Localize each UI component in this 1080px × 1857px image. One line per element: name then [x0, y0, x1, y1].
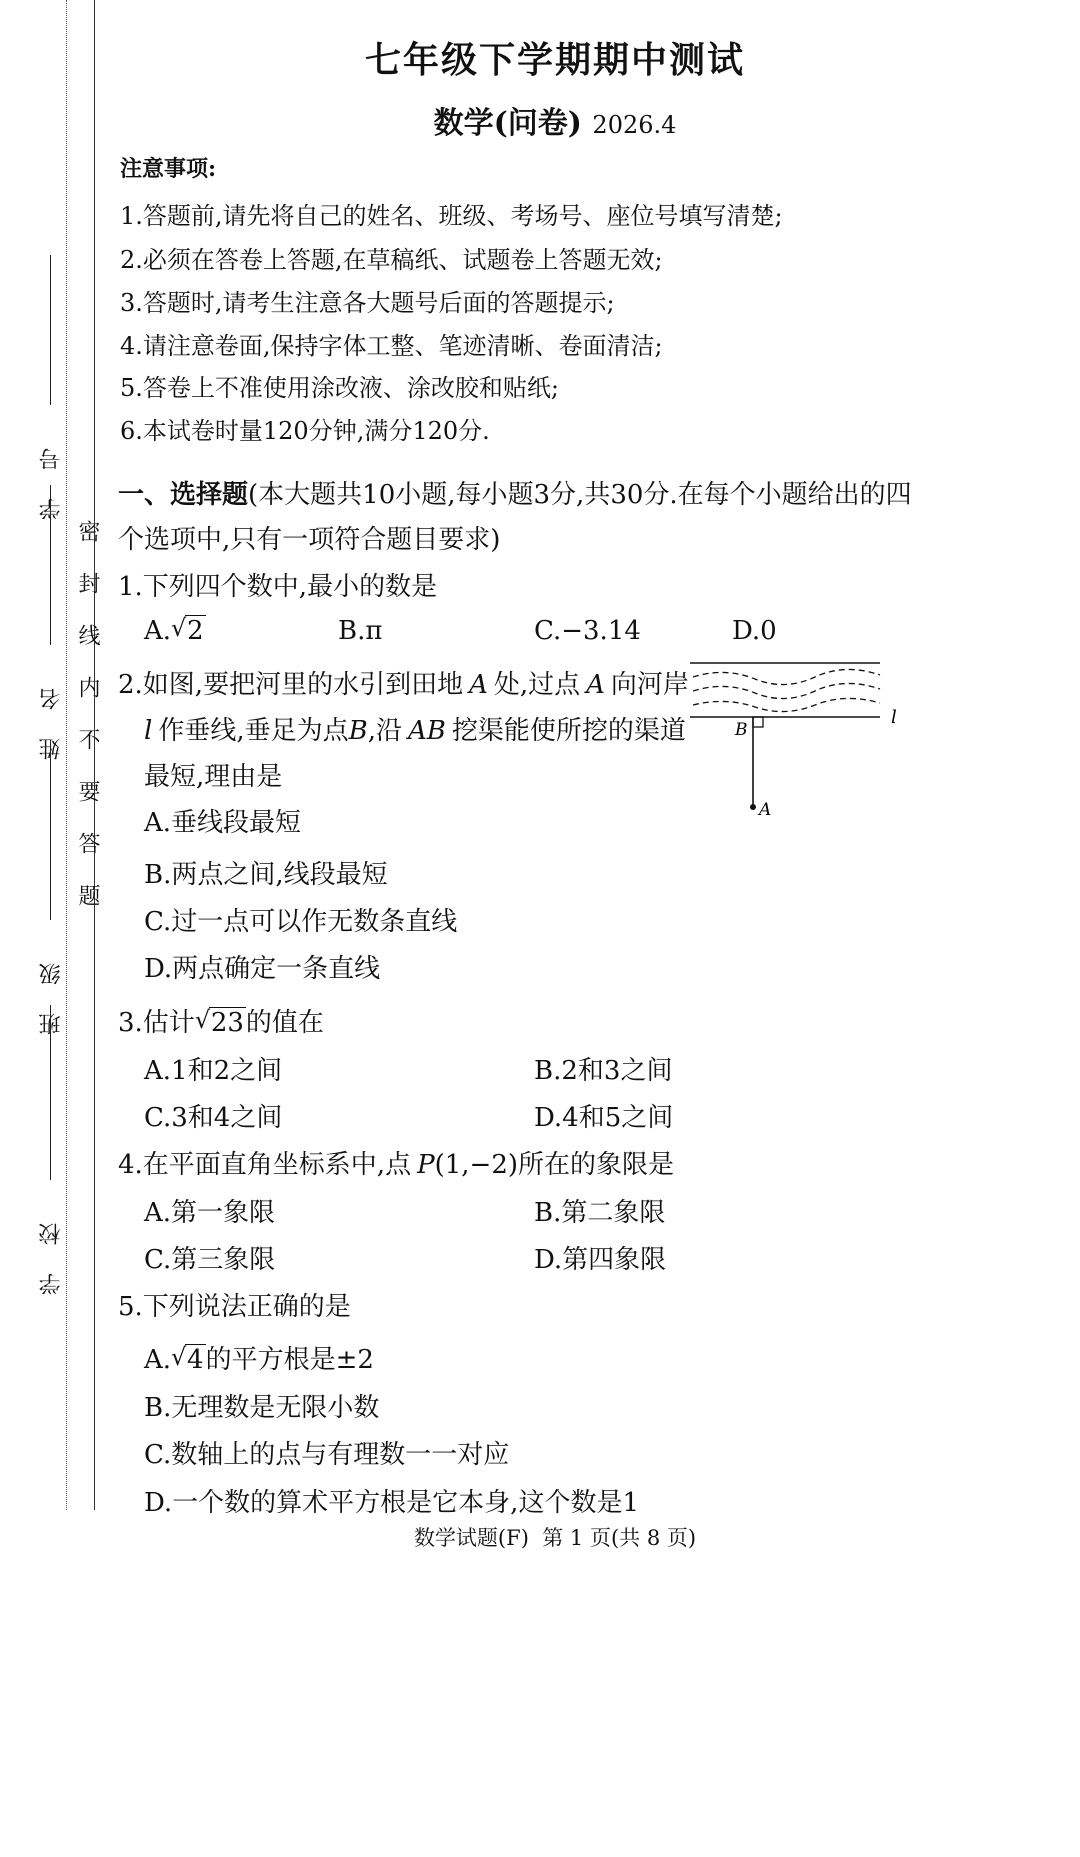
section-1-desc-2: 个选项中,只有一项符合题目要求): [118, 525, 501, 555]
note-item-6: 6.本试卷时量120分钟,满分120分.: [120, 417, 490, 445]
var-AB: AB: [407, 716, 446, 746]
q4-option-c[interactable]: C.第三象限: [144, 1245, 276, 1275]
q2-stem-line-1: [118, 664, 689, 701]
q5-option-a[interactable]: [144, 1339, 374, 1376]
var-A: A: [586, 670, 605, 700]
student-id-label: 学号: [39, 420, 64, 520]
river-wave-2: [693, 683, 880, 698]
q2-text: 挖渠能使所挖的渠道: [451, 716, 686, 746]
q1-option-b[interactable]: B.π: [338, 616, 383, 646]
q3-option-c[interactable]: C.3和4之间: [144, 1103, 283, 1133]
var-A: A: [469, 670, 488, 700]
notes-heading: 注意事项:: [120, 156, 217, 182]
q1-stem: 1.下列四个数中,最小的数是: [118, 572, 438, 602]
q5-option-a-label: A.: [144, 1345, 172, 1375]
q5-a-radicand: 4: [187, 1345, 204, 1375]
q1-option-a-label: A.: [144, 616, 172, 646]
class-line[interactable]: [50, 740, 51, 920]
q3-text: 3.估计: [118, 1008, 195, 1038]
q4-option-b[interactable]: B.第二象限: [534, 1198, 666, 1228]
q3-option-d[interactable]: D.4和5之间: [534, 1103, 674, 1133]
q2-text: 向河岸: [610, 670, 689, 700]
q2-text: 处,过点: [493, 670, 581, 700]
exam-subtitle: [0, 98, 1080, 142]
river-figure: [685, 655, 910, 825]
note-item-1: 1.答题前,请先将自己的姓名、班级、考场号、座位号填写清楚;: [120, 202, 783, 230]
var-l: l: [144, 716, 153, 746]
school-line[interactable]: [50, 1005, 51, 1180]
q1-option-c[interactable]: C.−3.14: [534, 616, 641, 646]
exam-title: 七年级下学期期中测试: [364, 39, 745, 81]
note-item-5: 5.答卷上不准使用涂改液、涂改胶和贴纸;: [120, 374, 559, 402]
label-l: l: [891, 707, 897, 728]
q1-option-d[interactable]: D.0: [732, 616, 777, 646]
q2-option-a[interactable]: A.垂线段最短: [144, 808, 302, 838]
binding-margin: [0, 0, 110, 1857]
point-A: [750, 804, 756, 810]
q4-option-d[interactable]: D.第四象限: [534, 1245, 667, 1275]
student-id-line[interactable]: [50, 255, 51, 405]
q3-radicand: 23: [210, 1008, 244, 1038]
section-1-title: 一、选择题: [118, 480, 249, 510]
q3-option-a[interactable]: A.1和2之间: [144, 1056, 283, 1086]
q1-a-radicand: 2: [187, 616, 204, 646]
label-B: B: [735, 720, 748, 740]
name-line[interactable]: [50, 485, 51, 645]
q2-option-d[interactable]: D.两点确定一条直线: [144, 954, 381, 984]
sqrt-symbol: [195, 1008, 246, 1038]
right-angle-mark: [753, 717, 763, 727]
q2-text: 作垂线,垂足为点: [158, 716, 349, 746]
note-item-4: 4.请注意卷面,保持字体工整、笔迹清晰、卷面清洁;: [120, 332, 663, 360]
river-wave-1: [693, 669, 880, 684]
section-1-heading: [118, 474, 912, 511]
q5-option-c[interactable]: C.数轴上的点与有理数一一对应: [144, 1440, 510, 1470]
q2-option-b[interactable]: B.两点之间,线段最短: [144, 860, 388, 890]
q4-option-a[interactable]: A.第一象限: [144, 1198, 276, 1228]
q5-option-a-text: 的平方根是±2: [205, 1345, 374, 1375]
page-footer: 数学试题(F) 第 1 页(共 8 页): [413, 1526, 697, 1550]
q3-stem: [118, 1002, 324, 1039]
q2-text: ,沿: [367, 716, 402, 746]
note-item-3: 3.答题时,请考生注意各大题号后面的答题提示;: [120, 289, 615, 317]
seal-line-notice: 密封线内不要答题: [75, 520, 100, 936]
label-A: A: [759, 800, 772, 820]
q2-stem-line-3: 最短,理由是: [144, 762, 283, 792]
q5-stem: 5.下列说法正确的是: [118, 1292, 351, 1322]
section-1-desc-1: (本大题共10小题,每小题3分,共30分.在每个小题给出的四: [248, 480, 912, 510]
q4-text: (1,−2)所在的象限是: [434, 1150, 674, 1180]
var-P: P: [417, 1150, 435, 1180]
q2-text: 2.如图,要把河里的水引到田地: [118, 670, 464, 700]
q4-stem: [118, 1144, 674, 1181]
q3-text: 的值在: [245, 1008, 324, 1038]
subject-label: 数学(问卷): [433, 106, 582, 141]
q3-option-b[interactable]: B.2和3之间: [534, 1056, 673, 1086]
sqrt-symbol: [171, 1345, 206, 1375]
river-wave-3: [693, 698, 880, 711]
q2-stem-line-2: [144, 710, 686, 747]
sqrt-symbol: [171, 616, 206, 646]
q4-text: 4.在平面直角坐标系中,点: [118, 1150, 412, 1180]
q1-option-a[interactable]: [144, 616, 206, 646]
q5-option-b[interactable]: B.无理数是无限小数: [144, 1393, 380, 1423]
class-label: 班级: [39, 935, 64, 1035]
q2-option-c[interactable]: C.过一点可以作无数条直线: [144, 907, 458, 937]
school-label: 学校: [39, 1195, 64, 1295]
exam-date: 2026.4: [592, 111, 677, 139]
q5-option-d[interactable]: D.一个数的算术平方根是它本身,这个数是1: [144, 1488, 639, 1518]
note-item-2: 2.必须在答卷上答题,在草稿纸、试题卷上答题无效;: [120, 246, 663, 274]
name-label: 姓名: [39, 660, 64, 760]
var-B: B: [348, 716, 368, 746]
